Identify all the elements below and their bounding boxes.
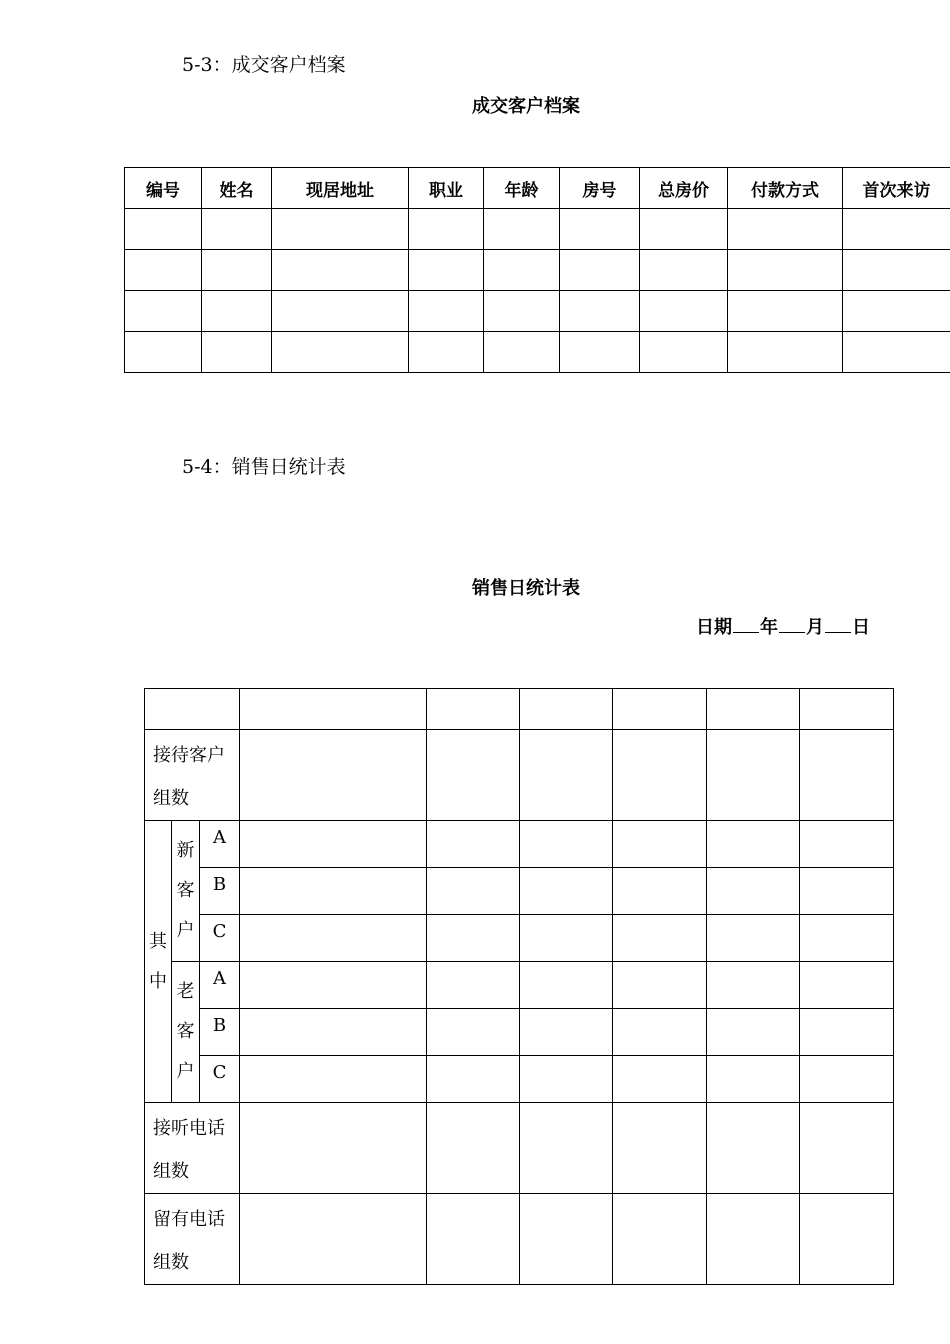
col-header: 职业 [409, 168, 484, 209]
table-cell[interactable] [640, 209, 728, 250]
table-cell[interactable] [409, 250, 484, 291]
table-row [145, 1103, 894, 1194]
table-cell[interactable] [427, 1194, 520, 1285]
table-cell[interactable] [427, 730, 520, 821]
row-label-line: 接听电话 [153, 1118, 225, 1139]
customer-archive-title: 成交客户档案 [472, 96, 580, 117]
table-cell[interactable] [728, 250, 843, 291]
table-cell[interactable] [409, 332, 484, 373]
daily-stats-title: 销售日统计表 [472, 578, 580, 599]
table-cell[interactable] [707, 915, 800, 962]
table-cell[interactable] [427, 868, 520, 915]
table-cell[interactable] [800, 730, 894, 821]
customer-archive-table [124, 167, 950, 373]
table-cell[interactable] [427, 1056, 520, 1103]
table-cell[interactable] [613, 868, 707, 915]
table-cell[interactable] [484, 332, 560, 373]
table-cell[interactable] [427, 1103, 520, 1194]
table-cell[interactable] [240, 730, 427, 821]
table-cell[interactable] [843, 250, 950, 291]
section-label-5-3: 5-3：成交客户档案 [182, 54, 346, 76]
date-year: 年 [760, 617, 778, 638]
table-cell[interactable] [520, 730, 613, 821]
table-cell[interactable] [272, 332, 409, 373]
row-label-line: 组数 [153, 1161, 189, 1182]
table-cell[interactable] [240, 868, 427, 915]
new-customer-label [172, 821, 200, 962]
table-header-row [145, 689, 894, 730]
row-label-line: 留有电话 [153, 1209, 225, 1230]
table-cell[interactable] [800, 821, 894, 868]
day-blank[interactable] [825, 615, 851, 633]
col-header: 年龄 [484, 168, 560, 209]
table-cell[interactable] [560, 250, 640, 291]
table-cell[interactable] [240, 689, 427, 730]
date-prefix: 日期 [696, 617, 732, 638]
table-cell[interactable] [427, 1009, 520, 1056]
table-cell[interactable] [240, 1056, 427, 1103]
vertical-char: 其 [149, 930, 167, 952]
table-cell[interactable] [484, 209, 560, 250]
table-cell[interactable] [800, 1056, 894, 1103]
table-cell[interactable] [520, 1009, 613, 1056]
table-cell[interactable] [613, 730, 707, 821]
reception-count-label [145, 730, 240, 821]
answered-calls-label [145, 1103, 240, 1194]
row-label-line: 组数 [153, 788, 189, 809]
table-cell[interactable] [272, 209, 409, 250]
old-customer-label [172, 962, 200, 1103]
table-cell[interactable] [560, 291, 640, 332]
table-row [145, 730, 894, 821]
table-cell[interactable] [728, 291, 843, 332]
vertical-char: 客 [176, 1021, 195, 1042]
section-label-5-4: 5-4：销售日统计表 [182, 456, 346, 478]
table-cell[interactable] [843, 291, 950, 332]
table-cell[interactable] [613, 689, 707, 730]
col-header: 房号 [560, 168, 640, 209]
table-cell[interactable] [640, 291, 728, 332]
table-cell[interactable] [240, 1009, 427, 1056]
table-cell[interactable] [800, 1103, 894, 1194]
date-line [696, 613, 870, 639]
table-cell[interactable] [240, 962, 427, 1009]
col-header: 总房价 [640, 168, 728, 209]
table-cell[interactable] [272, 250, 409, 291]
table-row [125, 291, 950, 332]
date-day: 日 [852, 617, 870, 638]
table-cell[interactable] [272, 291, 409, 332]
vertical-char: 中 [149, 970, 167, 992]
table-cell[interactable] [800, 1194, 894, 1285]
level-label: A [200, 821, 240, 868]
level-label: B [200, 868, 240, 915]
table-row [145, 962, 894, 1009]
table-cell[interactable] [707, 1103, 800, 1194]
table-cell[interactable] [707, 962, 800, 1009]
table-cell[interactable] [240, 821, 427, 868]
table-cell[interactable] [202, 250, 272, 291]
level-label: B [200, 1009, 240, 1056]
table-cell[interactable] [800, 868, 894, 915]
table-cell[interactable] [613, 1103, 707, 1194]
col-header: 首次来访 [843, 168, 950, 209]
month-blank[interactable] [779, 615, 805, 633]
table-cell[interactable] [613, 1009, 707, 1056]
daily-stats-table [144, 688, 894, 1285]
table-cell[interactable] [640, 332, 728, 373]
table-cell[interactable] [125, 250, 202, 291]
table-row [145, 915, 894, 962]
table-cell[interactable] [520, 1194, 613, 1285]
table-cell[interactable] [202, 291, 272, 332]
table-row [125, 332, 950, 373]
row-label-line: 组数 [153, 1252, 189, 1273]
vertical-char: 户 [176, 920, 195, 941]
table-cell[interactable] [707, 1194, 800, 1285]
table-row [145, 1009, 894, 1056]
table-cell[interactable] [640, 250, 728, 291]
year-blank[interactable] [733, 615, 759, 633]
col-header: 现居地址 [272, 168, 409, 209]
table-cell[interactable] [843, 332, 950, 373]
table-cell[interactable] [125, 332, 202, 373]
table-cell[interactable] [707, 821, 800, 868]
table-cell[interactable] [613, 821, 707, 868]
table-cell[interactable] [707, 1009, 800, 1056]
table-cell[interactable] [613, 1194, 707, 1285]
table-cell[interactable] [427, 689, 520, 730]
table-cell[interactable] [800, 962, 894, 1009]
table-cell[interactable] [520, 1103, 613, 1194]
level-label: A [200, 962, 240, 1009]
col-header: 姓名 [202, 168, 272, 209]
level-label: C [200, 915, 240, 962]
kept-phone-label [145, 1194, 240, 1285]
table-row [145, 868, 894, 915]
row-label-line: 接待客户 [153, 745, 225, 766]
table-cell[interactable] [728, 209, 843, 250]
table-cell[interactable] [613, 962, 707, 1009]
table-cell[interactable] [520, 1056, 613, 1103]
table-cell[interactable] [800, 915, 894, 962]
table-cell[interactable] [707, 868, 800, 915]
table-cell[interactable] [728, 332, 843, 373]
table-cell[interactable] [145, 689, 240, 730]
table-cell[interactable] [800, 1009, 894, 1056]
table-cell[interactable] [240, 1194, 427, 1285]
table-cell[interactable] [520, 868, 613, 915]
table-cell[interactable] [707, 730, 800, 821]
table-cell[interactable] [125, 209, 202, 250]
vertical-char: 老 [176, 981, 195, 1002]
vertical-char: 新 [176, 840, 195, 861]
table-row [145, 821, 894, 868]
table-cell[interactable] [202, 332, 272, 373]
table-row [145, 1056, 894, 1103]
vertical-char: 户 [176, 1061, 195, 1082]
table-cell[interactable] [613, 1056, 707, 1103]
table-cell[interactable] [427, 821, 520, 868]
date-month: 月 [806, 617, 824, 638]
among-label [145, 821, 172, 1103]
table-cell[interactable] [484, 291, 560, 332]
table-cell[interactable] [409, 291, 484, 332]
table-cell[interactable] [613, 915, 707, 962]
table-row [125, 209, 950, 250]
table-cell[interactable] [240, 1103, 427, 1194]
col-header: 编号 [125, 168, 202, 209]
table-cell[interactable] [560, 332, 640, 373]
vertical-char: 客 [176, 880, 195, 901]
table-cell[interactable] [409, 209, 484, 250]
table-cell[interactable] [427, 915, 520, 962]
table-cell[interactable] [800, 689, 894, 730]
table-cell[interactable] [560, 209, 640, 250]
table-cell[interactable] [202, 209, 272, 250]
table-cell[interactable] [520, 962, 613, 1009]
level-label: C [200, 1056, 240, 1103]
table-row [145, 1194, 894, 1285]
table-cell[interactable] [520, 821, 613, 868]
col-header: 付款方式 [728, 168, 843, 209]
table-cell[interactable] [240, 915, 427, 962]
table-cell[interactable] [125, 291, 202, 332]
table-cell[interactable] [484, 250, 560, 291]
table-cell[interactable] [843, 209, 950, 250]
table-header-row [125, 168, 950, 209]
table-cell[interactable] [427, 962, 520, 1009]
table-cell[interactable] [707, 689, 800, 730]
table-row [125, 250, 950, 291]
table-cell[interactable] [707, 1056, 800, 1103]
table-cell[interactable] [520, 689, 613, 730]
table-cell[interactable] [520, 915, 613, 962]
